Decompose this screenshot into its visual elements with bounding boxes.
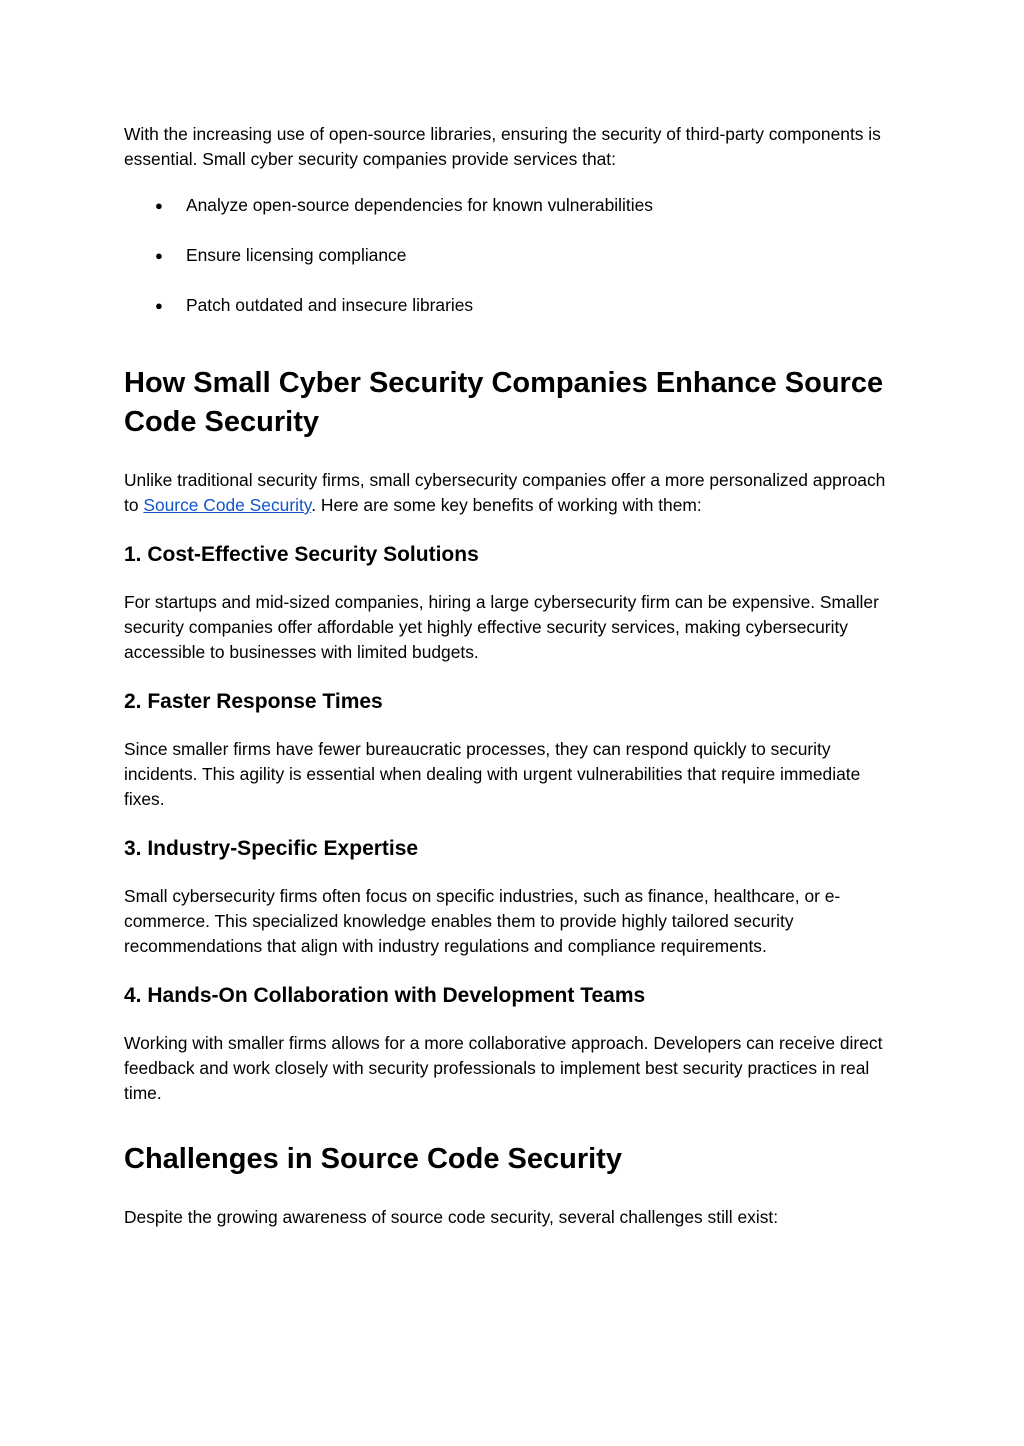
- bullet-icon: ●: [155, 248, 163, 263]
- benefit-text-collaboration: Working with smaller firms allows for a more collaborative approach. Developers can receive direct feedback and work closely with security professionals to implement best security practices in real time.: [124, 1033, 883, 1103]
- benefit-heading-collaboration: 4. Hands-On Collaboration with Development Teams: [124, 984, 646, 1007]
- list-item: [124, 243, 904, 268]
- intro-paragraph: With the increasing use of open-source libraries, ensuring the security of third-party components is essential. Small cyber security companies provide services that:: [124, 124, 881, 169]
- list-item: [124, 293, 904, 318]
- benefit-text-cost: For startups and mid-sized companies, hiring a large cybersecurity firm can be expensive. Smaller security companies offer affordable yet highly effective security services, making cybersecurity accessible to businesses with limited budgets.: [124, 592, 879, 662]
- bullet-icon: ●: [155, 298, 163, 313]
- benefit-text-expertise: Small cybersecurity firms often focus on specific industries, such as finance, healthcare, or e-commerce. This specialized knowledge enables them to provide highly tailored security recommendations that align with industry regulations and compliance requirements.: [124, 886, 841, 956]
- benefit-heading-response: 2. Faster Response Times: [124, 690, 383, 713]
- bullet-icon: ●: [155, 198, 163, 213]
- benefit-heading-expertise: 3. Industry-Specific Expertise: [124, 837, 419, 860]
- section-intro-paragraph: [124, 468, 904, 518]
- list-item-text: Ensure licensing compliance: [186, 245, 407, 265]
- section-heading-enhance: How Small Cyber Security Companies Enhance Source Code Security: [124, 367, 884, 438]
- document-page: [124, 122, 904, 1230]
- challenges-paragraph: Despite the growing awareness of source code security, several challenges still exist:: [124, 1207, 779, 1227]
- benefit-text-response: Since smaller firms have fewer bureaucratic processes, they can respond quickly to security incidents. This agility is essential when dealing with urgent vulnerabilities that require immediate fixes.: [124, 739, 861, 809]
- intro-text-after: . Here are some key benefits of working with them:: [311, 495, 702, 515]
- services-list: [124, 193, 904, 318]
- list-item-text: Analyze open-source dependencies for known vulnerabilities: [186, 195, 653, 215]
- benefit-heading-cost: 1. Cost-Effective Security Solutions: [124, 543, 479, 566]
- intro-text-before: Unlike traditional security firms, small cybersecurity companies offer a more personalized approach to: [124, 470, 886, 515]
- section-heading-challenges: Challenges in Source Code Security: [124, 1143, 622, 1175]
- list-item-text: Patch outdated and insecure libraries: [186, 295, 474, 315]
- list-item: [124, 193, 904, 218]
- source-code-security-link[interactable]: Source Code Security: [143, 495, 312, 515]
